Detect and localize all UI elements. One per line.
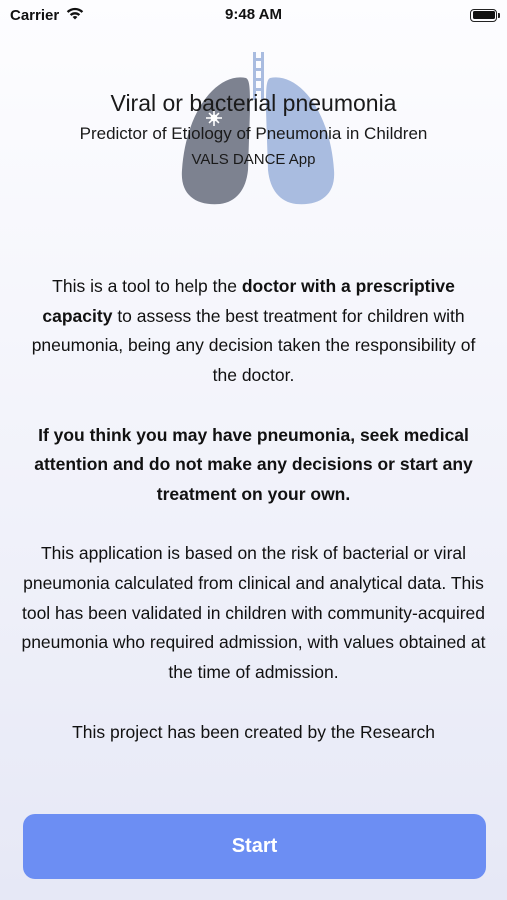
battery-icon <box>470 9 497 22</box>
start-button[interactable]: Start <box>23 814 486 879</box>
page-subtitle: Predictor of Etiology of Pneumonia in Children <box>79 124 428 143</box>
battery-level <box>473 11 495 19</box>
header <box>0 50 507 210</box>
page-title: Viral or bacterial pneumonia <box>110 90 397 116</box>
p1-text-c: to assess the best treatment for children with pneumonia, being any decision taken the responsibility of the doctor. <box>31 305 476 386</box>
p1-text-bold: doctor with a prescriptive capacity <box>42 276 455 326</box>
disclaimer-paragraph-3: This application is based on the risk of bacterial or viral pneumonia calculated from clinical and analytical data. This tool has been validated in children with community-acquired pneumonia who required admission, with values obtained at the time of admission. <box>21 543 486 683</box>
app-name: VALS DANCE App <box>191 151 316 168</box>
disclaimer-paragraph-1 <box>18 272 489 391</box>
status-time: 9:48 AM <box>225 6 282 23</box>
disclaimer-paragraph-2 <box>18 421 489 510</box>
disclaimer-scroll[interactable] <box>18 272 489 792</box>
p1-text-a: This is a tool to help the <box>52 276 242 296</box>
disclaimer-paragraph-4: This project has been created by the Research <box>72 721 435 742</box>
status-bar <box>0 0 507 30</box>
p2-text-bold: If you think you may have pneumonia, seek medical attention and do not make any decisions or start any treatment on your own. <box>34 424 473 504</box>
carrier-label: Carrier <box>10 6 60 24</box>
